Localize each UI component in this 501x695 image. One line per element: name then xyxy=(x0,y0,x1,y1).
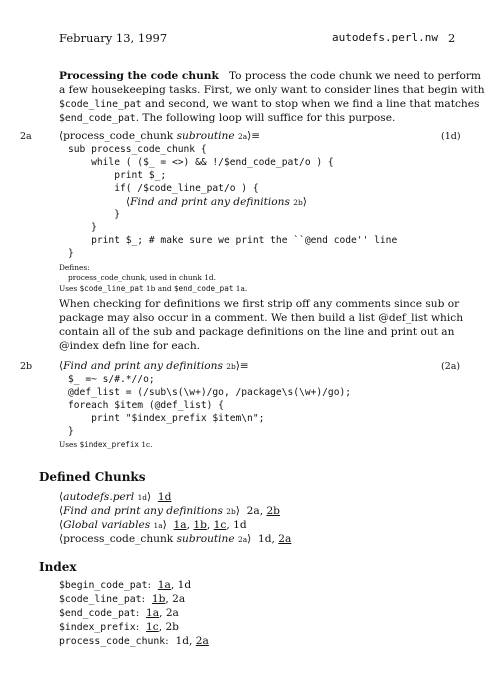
defined-chunk-item: ⟨Global variables 1a⟩ 1a, 1b, 1c, 1d xyxy=(59,519,247,531)
uses-line-2a: Uses $code_line_pat 1b and $end_code_pat 1a. xyxy=(59,284,248,293)
chunk-2b-used-in: (2a) xyxy=(441,361,461,372)
index-item: $code_line_pat: 1b, 2a xyxy=(59,593,186,605)
code-line: } xyxy=(68,426,74,437)
chunk-2a-header: ⟨process_code_chunk subroutine 2a⟩≡ xyxy=(59,130,261,142)
code-line: while ( ($_ = <>) && !/$end_code_pat/o ) { xyxy=(68,157,334,168)
header-filename: autodefs.perl.nw xyxy=(332,31,438,44)
header-date: February 13, 1997 xyxy=(59,31,168,45)
intro-line-1: Processing the code chunk To process the code chunk we need to perform xyxy=(59,70,481,82)
chunk-label-2b: 2b xyxy=(20,361,33,372)
code-line: print "$index_prefix $item\n"; xyxy=(68,413,265,424)
index-item: process_code_chunk: 1d, 2a xyxy=(59,635,209,647)
code-line: print $_; # make sure we print the ``@end code'' line xyxy=(68,235,398,246)
intro-line-3: $code_line_pat and second, we want to stop when we find a line that matches xyxy=(59,98,480,110)
code-line: @def_list = (/sub\s(\w+)/go, /package\s(\w+)/go); xyxy=(68,387,352,398)
code-line: sub process_code_chunk { xyxy=(68,144,207,155)
header-page-number: 2 xyxy=(448,31,456,45)
para2-line-2: package may also occur in a comment. We then build a list @def_list which xyxy=(59,312,464,324)
intro-line-4: $end_code_pat. The following loop will suffice for this purpose. xyxy=(59,112,396,124)
intro-heading: Processing the code chunk xyxy=(59,70,219,82)
index-item: $end_code_pat: 1a, 2a xyxy=(59,607,179,619)
defined-chunk-item: ⟨autodefs.perl 1d⟩ 1d xyxy=(59,491,172,503)
chunk-2b-header: ⟨Find and print any definitions 2b⟩≡ xyxy=(59,360,249,372)
para2-line-4: @index defn line for each. xyxy=(59,340,201,352)
code-line: } xyxy=(68,248,74,259)
code-line: $_ =~ s/#.*//o; xyxy=(68,374,155,385)
defines-label: Defines: xyxy=(59,263,90,272)
para2-line-3: contain all of the sub and package definitions on the line and print out an xyxy=(59,326,455,338)
defined-chunks-title: Defined Chunks xyxy=(39,470,146,484)
defined-chunk-item: ⟨process_code_chunk subroutine 2a⟩ 1d, 2a xyxy=(59,533,292,545)
chunk-reference-find-defs: ⟨Find and print any definitions 2b⟩ xyxy=(126,196,307,208)
uses-line-2b: Uses $index_prefix 1c. xyxy=(59,440,153,449)
chunk-label-2a: 2a xyxy=(20,131,32,142)
code-line: if( /$code_line_pat/o ) { xyxy=(68,183,259,194)
code-line: } xyxy=(68,222,97,233)
intro-line-2: a few housekeeping tasks. First, we only want to consider lines that begin with xyxy=(59,84,485,96)
para2-line-1: When checking for definitions we first strip off any comments since sub or xyxy=(59,298,460,310)
index-item: $index_prefix: 1c, 2b xyxy=(59,621,179,633)
index-item: $begin_code_pat: 1a, 1d xyxy=(59,579,192,591)
code-line: print $_; xyxy=(68,170,167,181)
defines-line: process_code_chunk, used in chunk 1d. xyxy=(68,273,217,282)
code-line: foreach $item (@def_list) { xyxy=(68,400,224,411)
code-line: } xyxy=(68,209,120,220)
chunk-2a-used-in: (1d) xyxy=(441,131,461,142)
defined-chunk-item: ⟨Find and print any definitions 2b⟩ 2a, 2b xyxy=(59,505,280,517)
index-title: Index xyxy=(39,560,77,574)
